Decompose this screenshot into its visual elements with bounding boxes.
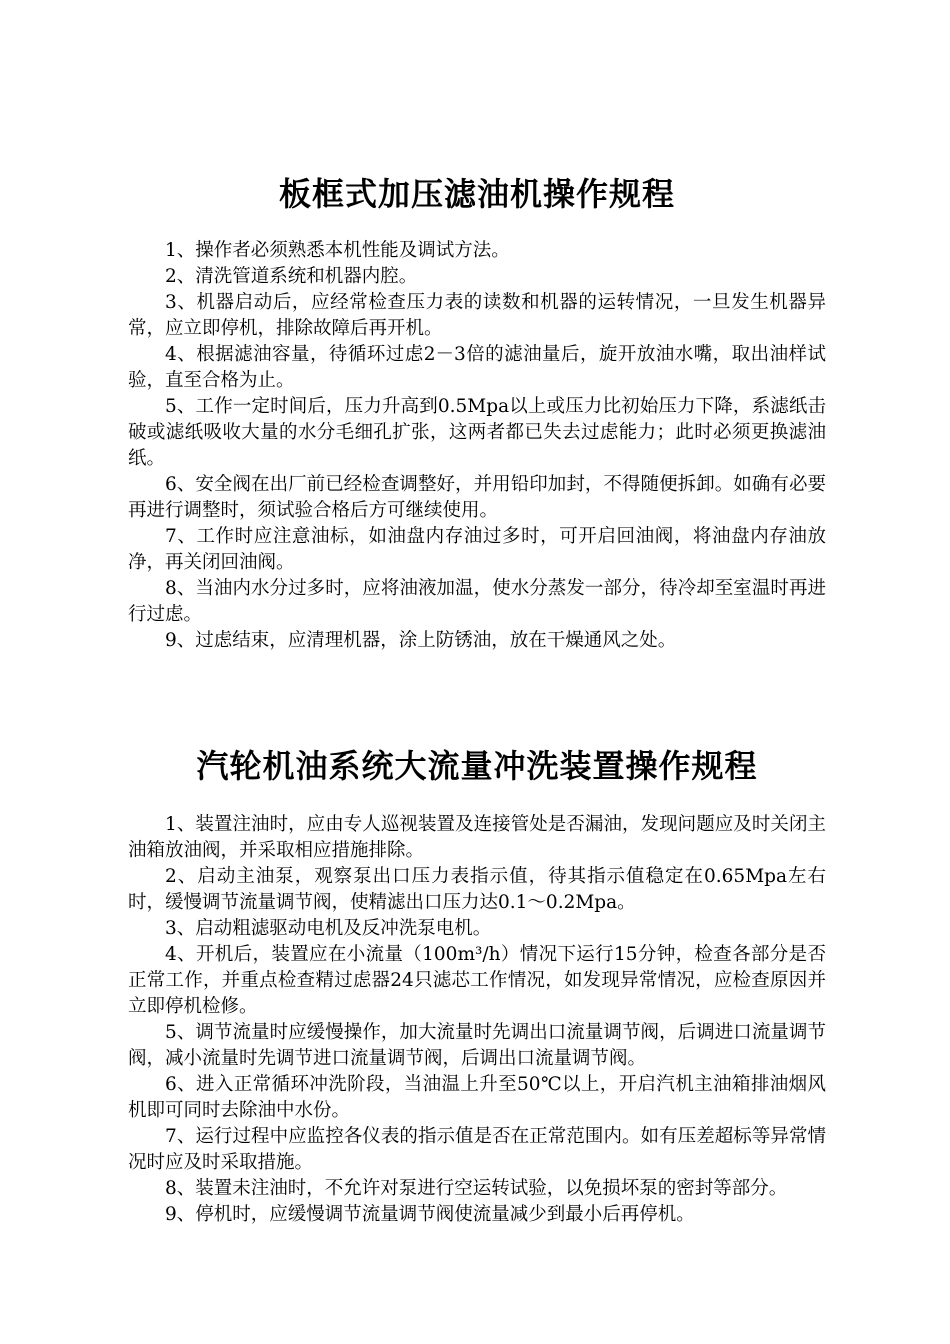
paragraph-item-9: 9、停机时，应缓慢调节流量调节阀使流量减少到最小后再停机。 <box>165 1204 695 1225</box>
paragraph-item-3: 3、启动粗滤驱动电机及反冲洗泵电机。 <box>165 918 492 939</box>
section-title: 汽轮机油系统大流量冲洗装置操作规程 <box>196 747 758 785</box>
paragraph-item-4: 4、开机后，装置应在小流量（100m³/h）情况下运行15分钟，检查各部分是否正常工作，并重点检查精过虑器24只滤芯工作情况，如发现异常情况，应检查原因并立即停机检修。 <box>128 944 826 1017</box>
paragraph-item-5: 5、工作一定时间后，压力升高到0.5Mpa以上或压力比初始压力下降，系滤纸击破或滤纸吸收大量的水分毛细孔扩张，这两者都已失去过虑能力；此时必须更换滤油纸。 <box>128 396 826 469</box>
paragraph-item-8: 8、装置未注油时，不允许对泵进行空运转试验，以免损坏泵的密封等部分。 <box>165 1178 788 1199</box>
paragraph-item-2: 2、启动主油泵，观察泵出口压力表指示值，待其指示值稳定在0.65Mpa左右时，缓慢调节流量调节阀，使精滤出口压力达0.1～0.2Mpa。 <box>128 866 826 913</box>
paragraph-item-6: 6、安全阀在出厂前已经检查调整好，并用铅印加封，不得随便拆卸。如确有必要再进行调整时，须试验合格后方可继续使用。 <box>128 474 826 521</box>
paragraph-item-4: 4、根据滤油容量，待循环过虑2－3倍的滤油量后，旋开放油水嘴，取出油样试验，直至合格为止。 <box>128 344 826 391</box>
paragraph-item-6: 6、进入正常循环冲洗阶段，当油温上升至50℃以上，开启汽机主油箱排油烟风机即可同时去除油中水份。 <box>128 1074 826 1121</box>
paragraph-item-7: 7、工作时应注意油标，如油盘内存油过多时，可开启回油阀，将油盘内存油放净，再关闭回油阀。 <box>128 526 826 573</box>
section-filter-press-procedure <box>128 170 826 654</box>
paragraph-item-1: 1、装置注油时，应由专人巡视装置及连接管处是否漏油，发现问题应及时关闭主油箱放油阀，并采取相应措施排除。 <box>128 814 826 861</box>
paragraph-item-2: 2、清洗管道系统和机器内腔。 <box>165 266 418 287</box>
paragraph-item-3: 3、机器启动后，应经常检查压力表的读数和机器的运转情况，一旦发生机器异常，应立即停机，排除故障后再开机。 <box>128 292 826 339</box>
paragraph-item-7: 7、运行过程中应监控各仪表的指示值是否在正常范围内。如有压差超标等异常情况时应及时采取措施。 <box>128 1126 826 1173</box>
paragraph-item-9: 9、过虑结束，应清理机器，涂上防锈油，放在干燥通风之处。 <box>165 630 677 651</box>
paragraph-item-1: 1、操作者必须熟悉本机性能及调试方法。 <box>165 240 510 261</box>
paragraph-item-8: 8、当油内水分过多时，应将油液加温，使水分蒸发一部分，待冷却至室温时再进行过虑。 <box>128 578 826 625</box>
paragraph-item-5: 5、调节流量时应缓慢操作，加大流量时先调出口流量调节阀，后调进口流量调节阀，减小流量时先调节进口流量调节阀，后调出口流量调节阀。 <box>128 1022 826 1069</box>
section-title: 板框式加压滤油机操作规程 <box>278 175 675 213</box>
section-flushing-device-procedure <box>128 742 826 1228</box>
